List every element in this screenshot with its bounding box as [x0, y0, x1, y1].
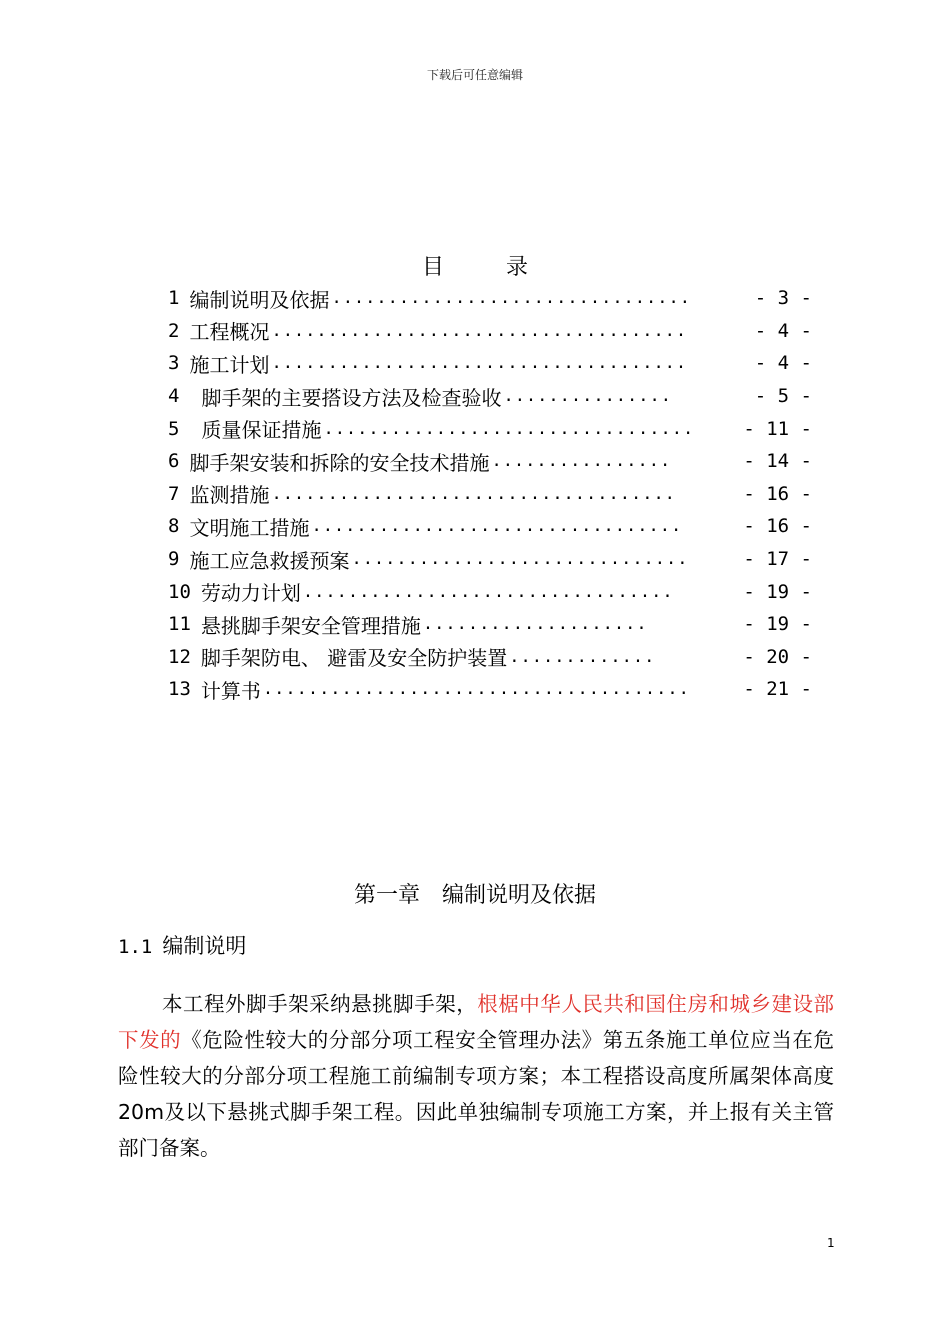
toc-entry-leader: .................................	[302, 581, 674, 602]
toc-entry-label: 脚手架安装和拆除的安全技术措施	[189, 450, 490, 475]
toc-entry-label: 监测措施	[189, 483, 270, 508]
toc-entry-leader: ....................................	[271, 483, 676, 504]
toc-entry-page: - 4 -	[754, 352, 812, 375]
toc-entry-page: - 11 -	[743, 417, 812, 440]
toc-entry-label: 施工计划	[189, 352, 270, 377]
toc-entry-leader: ..............................	[351, 549, 689, 570]
toc-entry-label: 脚手架防电、 避雷及安全防护装置	[200, 646, 508, 671]
toc-entry-label: 施工应急救援预案	[189, 548, 350, 573]
toc-entry[interactable]	[168, 575, 812, 608]
toc-entry-number: 8	[168, 515, 180, 538]
toc-entry-leader: ......................................	[262, 679, 690, 700]
toc-entry[interactable]	[168, 510, 812, 543]
toc-entry-leader: ................	[491, 451, 672, 472]
toc-entry[interactable]	[168, 445, 812, 478]
toc-entry[interactable]	[168, 347, 812, 380]
toc-entry-page: - 14 -	[743, 450, 812, 473]
page-number: 1	[827, 1236, 835, 1250]
toc-entry-label: 劳动力计划	[200, 581, 301, 606]
toc-entry-page: - 16 -	[743, 515, 812, 538]
toc-entry-leader: ....................	[422, 614, 648, 635]
toc-entry-label: 计算书	[200, 678, 261, 703]
toc-entry-number: 1	[168, 287, 180, 310]
toc-entry-leader: ................................	[331, 288, 691, 309]
toc-entry-leader: .....................................	[271, 353, 688, 374]
chapter-title: 第一章 编制说明及依据	[353, 883, 596, 908]
paragraph-text: 《危险性较大的分部分项工程安全管理办法》第五条施工单位应当在危险性较大的分部分项工程施工前编制专项方案；本工程搭设高度所属架体高度20m及以下悬挑式脚手架工程。因此单独编制专项施工方案，并上报有关主管部门备案。	[118, 1028, 835, 1160]
toc-entry-leader: .....................................	[271, 320, 688, 341]
section-title: 编制说明	[162, 934, 247, 958]
toc-entry-leader: .............	[509, 646, 656, 667]
toc-entry-page: - 17 -	[743, 548, 812, 571]
paragraph-highlight: 根椐中华人民共和国住房和城乡建设部下发的	[118, 992, 835, 1052]
toc-entry-number: 5	[168, 417, 180, 440]
toc-entry-page: - 5 -	[754, 385, 812, 408]
toc-entry-label: 工程概况	[189, 320, 270, 345]
toc-entry-number: 3	[168, 352, 180, 375]
toc-entry[interactable]	[168, 641, 812, 674]
toc-entry-number: 7	[168, 482, 180, 505]
toc-entry[interactable]	[168, 412, 812, 445]
toc-entry-page: - 4 -	[754, 319, 812, 342]
toc-entry[interactable]	[168, 478, 812, 511]
toc-title-left: 目	[421, 255, 444, 280]
toc-entry[interactable]	[168, 543, 812, 576]
toc-entry-number: 4	[168, 385, 180, 408]
toc-entry-leader: .................................	[323, 418, 695, 439]
toc-entry-label: 文明施工措施	[189, 515, 310, 540]
toc-entry[interactable]	[168, 608, 812, 641]
toc-entry-number: 6	[168, 450, 180, 473]
toc-entry-label: 编制说明及依据	[189, 287, 330, 312]
toc-entry-label: 脚手架的主要搭设方法及检查验收	[201, 385, 502, 410]
body-paragraph	[118, 986, 834, 1166]
toc-entry[interactable]	[168, 380, 812, 413]
toc-entry-number: 13	[168, 678, 191, 701]
section-number: 1.1	[118, 936, 153, 958]
toc-entry-page: - 3 -	[754, 287, 812, 310]
toc-entry-number: 11	[168, 613, 191, 636]
toc-title	[0, 250, 950, 281]
toc-entry[interactable]	[168, 673, 812, 706]
paragraph-text: 本工程外脚手架采纳悬挑脚手架，	[162, 992, 478, 1016]
toc-entry-page: - 16 -	[743, 482, 812, 505]
table-of-contents	[168, 282, 812, 706]
toc-entry-page: - 19 -	[743, 613, 812, 636]
section-heading	[118, 930, 246, 960]
toc-title-right: 录	[506, 255, 529, 280]
toc-entry-number: 2	[168, 319, 180, 342]
toc-entry-number: 9	[168, 548, 180, 571]
toc-entry-leader: .................................	[311, 516, 683, 537]
toc-entry-page: - 19 -	[743, 580, 812, 603]
toc-entry-page: - 20 -	[743, 645, 812, 668]
toc-entry[interactable]	[168, 282, 812, 315]
toc-entry-label: 质量保证措施	[201, 418, 322, 443]
page-header: 下载后可任意编辑	[426, 68, 523, 82]
toc-entry[interactable]	[168, 315, 812, 348]
toc-entry-label: 悬挑脚手架安全管理措施	[200, 613, 421, 638]
toc-entry-leader: ...............	[503, 386, 672, 407]
toc-entry-number: 10	[168, 580, 191, 603]
toc-entry-number: 12	[168, 645, 191, 668]
toc-entry-page: - 21 -	[743, 678, 812, 701]
